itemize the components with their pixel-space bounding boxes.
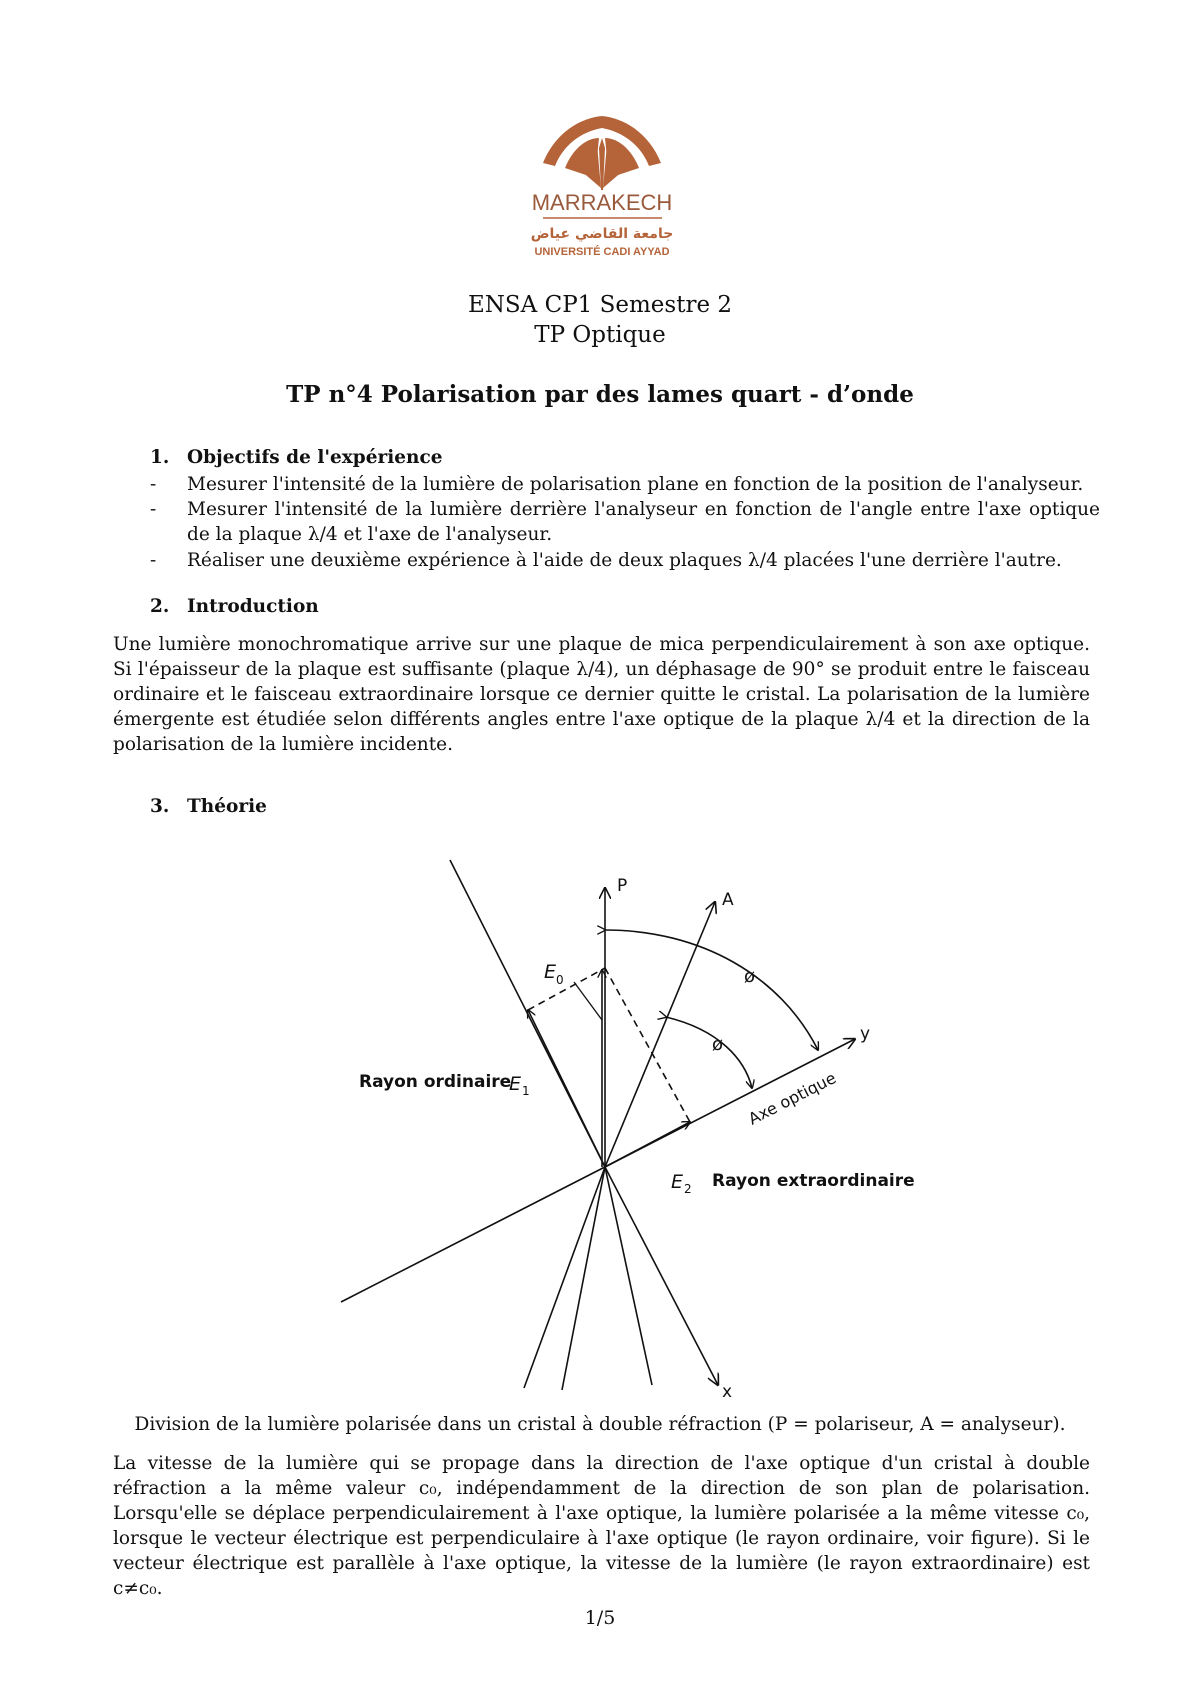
theory-paragraph: La vitesse de la lumière qui se propage dans la direction de l'axe optique d'un cristal à double réfraction a la même valeur c₀, indépendamment de la direction de son plan de polarisation. Lorsqu'elle se déplace perpendiculairement à l'axe optique, la lumière polarisée a la même vitesse c₀, lorsque le vecteur électrique est perpendiculaire à l'axe optique (le rayon ordinaire, voir figure). Si le vecteur électrique est parallèle à l'axe optique, la vitesse de la lumière (le rayon extraordinaire) est c≠c₀. xyxy=(113,1453,1090,1599)
polarization-diagram-svg xyxy=(330,850,915,1410)
logo-university-text: UNIVERSITÉ CADI AYYAD xyxy=(534,246,670,258)
palm-logo-icon xyxy=(530,108,674,268)
objective-text: Réaliser une deuxième expérience à l'aide de deux plaques λ/4 placées l'une derrière l'autre. xyxy=(187,550,1062,571)
section-title: Théorie xyxy=(187,796,267,817)
label-rayon-extraordinaire: Rayon extraordinaire xyxy=(712,1171,915,1191)
x-axis xyxy=(605,1167,718,1385)
section-number: 3. xyxy=(150,796,170,817)
label-p: P xyxy=(617,876,628,896)
logo-city-text: MARRAKECH xyxy=(531,190,673,215)
analyzer-axis-a xyxy=(605,902,715,1167)
lower-line-right xyxy=(605,1167,652,1385)
label-e0: E xyxy=(544,961,557,983)
e0-pointer xyxy=(574,982,602,1020)
label-e0-sub: 0 xyxy=(556,973,564,987)
bullet-dash: - xyxy=(150,499,157,520)
angle-arc-outer xyxy=(605,930,818,1050)
lower-line-mid xyxy=(562,1167,605,1390)
introduction-paragraph: Une lumière monochromatique arrive sur une plaque de mica perpendiculairement à son axe optique. Si l'épaisseur de la plaque est suffisante (plaque λ/4), un déphasage de 90° se produit entre le faisceau ordinaire et le faisceau extraordinaire lorsque ce dernier quitte le cristal. La polarisation de la lumière émergente est étudiée selon différents angles entre l'axe optique de la plaque λ/4 et la direction de la polarisation de la lumière incidente. xyxy=(113,634,1090,755)
label-phi-outer: ø xyxy=(744,966,756,987)
section-theorie-heading xyxy=(150,796,267,817)
course-subtitle: TP Optique xyxy=(534,322,666,348)
section-number: 1. xyxy=(150,447,170,468)
tp-title: TP n°4 Polarisation par des lames quart - d’onde xyxy=(286,381,914,408)
section-introduction-heading xyxy=(150,596,319,617)
section-number: 2. xyxy=(150,596,170,617)
label-e2-sub: 2 xyxy=(684,1182,692,1196)
projection-dashed-1 xyxy=(528,968,605,1010)
label-y: y xyxy=(860,1024,871,1044)
figure-caption: Division de la lumière polarisée dans un cristal à double réfraction (P = polariseur, A = analyseur). xyxy=(134,1414,1066,1435)
section-objectifs-heading xyxy=(150,447,443,468)
bullet-dash: - xyxy=(150,474,157,495)
logo-arabic-text: جامعة القاضي عياض xyxy=(530,226,674,242)
label-a: A xyxy=(722,890,734,910)
section-title: Objectifs de l'expérience xyxy=(187,447,443,468)
angle-arc-inner xyxy=(666,1017,752,1088)
label-rayon-ordinaire: Rayon ordinaire xyxy=(359,1072,512,1092)
list-item xyxy=(150,548,1090,573)
objective-text: Mesurer l'intensité de la lumière derrière l'analyseur en fonction de l'angle entre l'axe optique de la plaque λ/4 et l'axe de l'analyseur. xyxy=(187,499,1100,545)
label-e1: E xyxy=(509,1073,522,1095)
vector-e1 xyxy=(528,1010,605,1167)
vector-e2 xyxy=(605,1122,690,1167)
label-e1-sub: 1 xyxy=(522,1084,530,1098)
label-phi-inner: ø xyxy=(712,1034,724,1055)
objective-text: Mesurer l'intensité de la lumière de polarisation plane en fonction de la position de l'analyseur. xyxy=(187,474,1084,495)
section-title: Introduction xyxy=(187,596,319,617)
university-logo xyxy=(530,108,674,268)
lower-line-left xyxy=(524,1167,605,1388)
label-e2: E xyxy=(671,1171,684,1193)
bullet-dash: - xyxy=(150,550,157,571)
list-item xyxy=(150,472,1090,497)
page-number: 1/5 xyxy=(584,1607,616,1629)
birefringence-diagram xyxy=(330,850,915,1410)
label-axe-optique: Axe optique xyxy=(745,1068,840,1129)
course-title: ENSA CP1 Semestre 2 xyxy=(468,292,732,318)
label-x: x xyxy=(722,1382,733,1402)
list-item xyxy=(150,497,1100,547)
